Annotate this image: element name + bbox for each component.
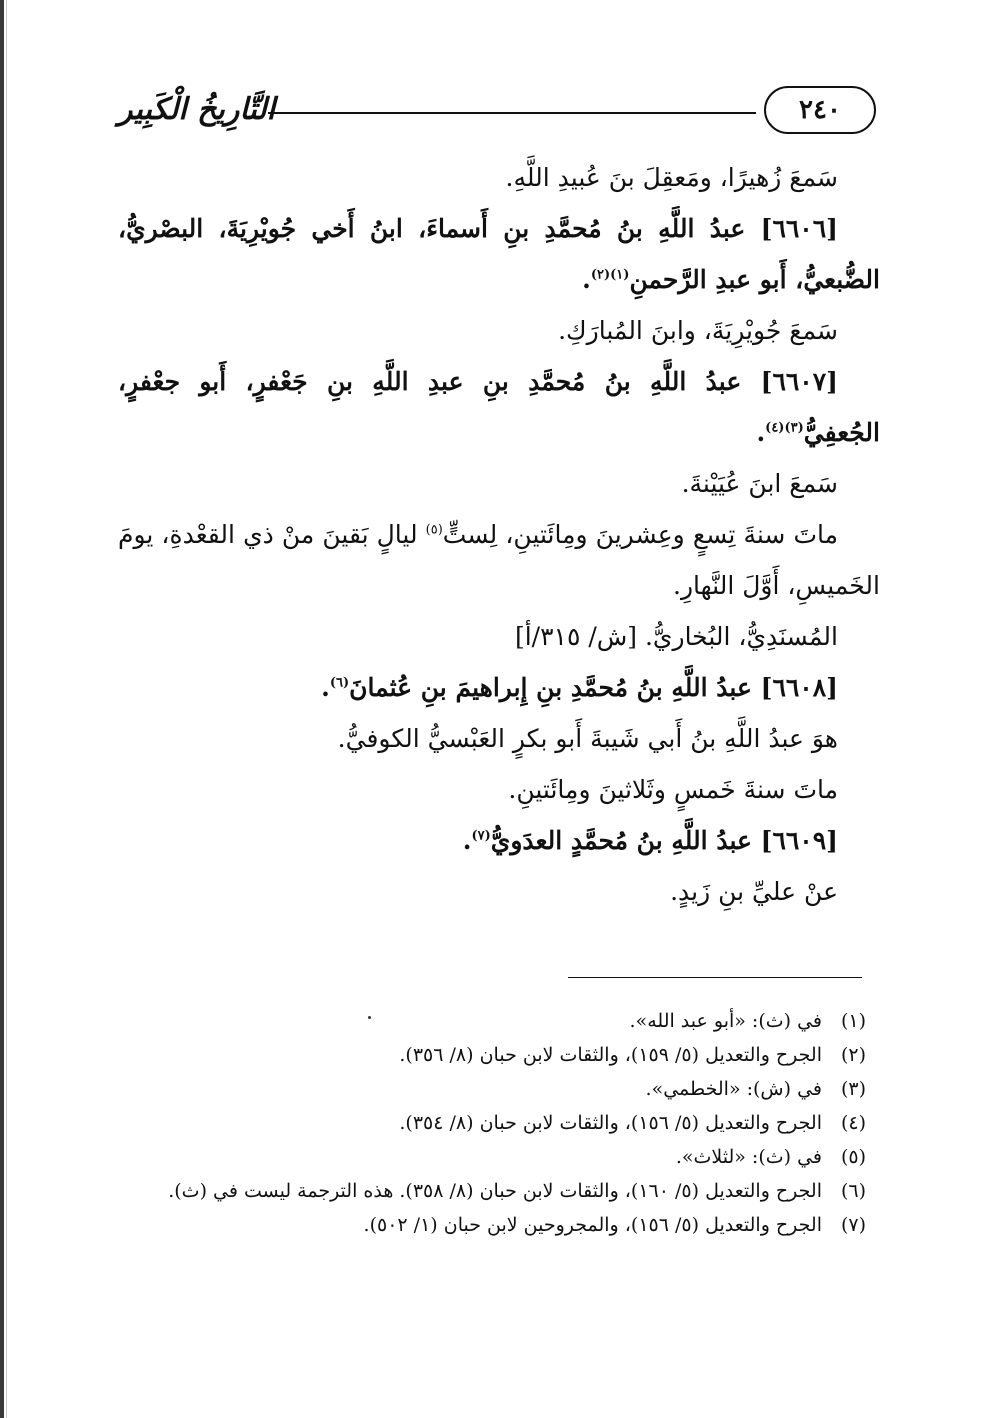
entry-heading-6609	[118, 815, 880, 866]
text-line: سَمعَ جُويْرِيَةَ، وابنَ المُبارَكِ.	[558, 316, 838, 345]
footnote-number: (١)	[840, 1010, 866, 1032]
entry-heading-6606: [٦٦٠٦] عبدُ اللَّهِ بنُ مُحمَّدِ بنِ أَسماءَ، ابنُ أَخي جُويْرِيَةَ، البصْريُّ،	[118, 214, 838, 243]
footnote-text: الجرح والتعديل (٥/ ١٥٦)، والثقات لابن حبان (٨/ ٣٥٤).	[399, 1112, 822, 1134]
footnote	[118, 1174, 866, 1208]
text-line: ماتَ سنةَ خَمسٍ وثَلاثينَ ومِائَتينِ.	[508, 775, 838, 804]
footnote-number: (٢)	[840, 1044, 866, 1066]
footnote-number: (٤)	[840, 1112, 866, 1134]
header-rule	[268, 112, 756, 114]
text-line: عنْ عليِّ بنِ زَيدٍ.	[670, 877, 838, 906]
entry-heading-6608	[118, 662, 880, 713]
footnote	[118, 1004, 866, 1038]
page-header	[118, 86, 876, 146]
footnote-divider	[568, 977, 862, 978]
text-part: ماتَ سنةَ تِسعٍ وعِشرينَ ومِائَتينِ، لِستٍّ	[442, 520, 838, 549]
footnote	[118, 1038, 866, 1072]
text-line: المُسنَدِيُّ، البُخاريُّ. [ش/ ٣١٥/أ]	[514, 622, 838, 651]
punct: .	[756, 418, 766, 447]
heading-text: الضُّبعيُّ، أَبو عبدِ الرَّحمنِ	[629, 265, 880, 294]
footnote-ref: (٣)(٤)	[765, 420, 804, 436]
punct: .	[321, 673, 330, 702]
text-line: الخَميسِ، أَوَّلَ النَّهارِ.	[673, 571, 880, 600]
footnote-text: في (ث): «لثلاث».	[675, 1146, 822, 1168]
footnote-ref: (٥)	[425, 522, 443, 538]
heading-text: [٦٦٠٨] عبدُ اللَّهِ بنُ مُحمَّدِ بنِ إِبراهيمَ بنِ عُثمانَ	[349, 673, 838, 702]
heading-text: [٦٦٠٩] عبدُ اللَّهِ بنُ مُحمَّدٍ العدَويُّ	[490, 826, 838, 855]
running-title: التَّارِيخُ الْكَبِير	[118, 92, 276, 127]
footnote	[118, 1140, 866, 1174]
footnote	[118, 1106, 866, 1140]
scan-edge-line	[6, 0, 7, 1418]
footnote-ref: (٦)	[329, 675, 350, 691]
entry-heading-6607-cont	[118, 407, 880, 458]
footnote-text: الجرح والتعديل (٥/ ١٥٩)، والثقات لابن حبان (٨/ ٣٥٦).	[399, 1044, 822, 1066]
entry-heading-6607: [٦٦٠٧] عبدُ اللَّهِ بنُ مُحمَّدِ بنِ عبدِ اللَّهِ بنِ جَعْفرٍ، أَبو جعْفرٍ،	[118, 367, 838, 396]
punct: .	[582, 265, 591, 294]
scan-edge	[0, 0, 4, 1418]
footnote-text: في (ث): «أبو عبد الله».	[629, 1010, 822, 1032]
footnote-text: الجرح والتعديل (٥/ ١٥٦)، والمجروحين لابن حبان (١/ ٥٠٢).	[363, 1214, 822, 1236]
footnote-text: في (ش): «الخطمي».	[645, 1078, 822, 1100]
page-number: ٢٤٠	[764, 86, 876, 134]
main-text	[118, 152, 880, 917]
footnote-ref: (٧)	[471, 828, 491, 844]
footnote-number: (٧)	[840, 1214, 866, 1236]
footnote-number: (٣)	[840, 1078, 866, 1100]
punct: .	[462, 826, 472, 855]
text-line: سَمعَ زُهيرًا، ومَعقِلَ بنَ عُبيدِ اللَّهِ.	[505, 163, 838, 192]
footnotes	[118, 1004, 866, 1242]
entry-heading-6606-cont	[118, 254, 880, 305]
footnote-number: (٥)	[840, 1146, 866, 1168]
footnote-number: (٦)	[840, 1180, 866, 1202]
footnote-text: الجرح والتعديل (٥/ ١٦٠)، والثقات لابن حبان (٨/ ٣٥٨). هذه الترجمة ليست في (ث).	[168, 1180, 822, 1202]
footnote	[118, 1208, 866, 1242]
footnote-ref: (١)(٢)	[590, 267, 630, 283]
text-line: سَمعَ ابنَ عُيَيْنةَ.	[681, 469, 838, 498]
text-part: ليالٍ بَقينَ منْ ذي القعْدةِ، يومَ	[118, 520, 426, 549]
text-line	[118, 509, 880, 560]
text-line: هوَ عبدُ اللَّهِ بنُ أَبي شَيبةَ أَبو بكرٍ العَبْسيُّ الكوفيُّ.	[337, 724, 838, 753]
heading-text: الجُعفِيُّ	[803, 418, 880, 447]
footnote	[118, 1072, 866, 1106]
